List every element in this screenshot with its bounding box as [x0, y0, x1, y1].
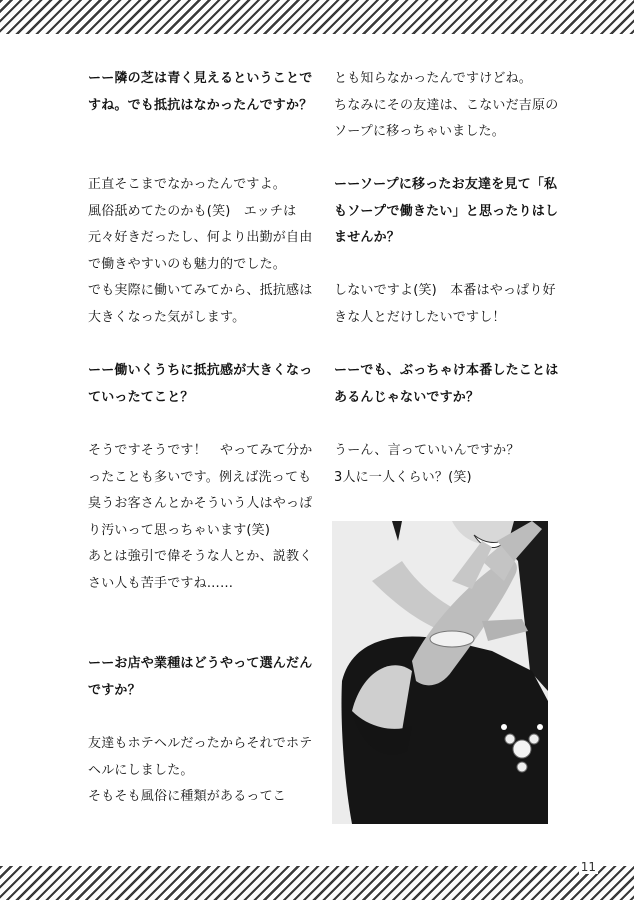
- left-text-column: [88, 66, 320, 811]
- page-number: 11: [580, 860, 596, 874]
- photo-illustration: [332, 521, 548, 824]
- interview-question: ーー隣の芝は青く見えるということですね。でも抵抗はなかったんですか？: [88, 71, 313, 113]
- interview-answer: 友達もホテヘルだったからそれでホテヘルにしました。 そもそも風俗に種類があるってこ: [88, 736, 313, 805]
- interview-answer: 正直そこまでなかったんですよ。 風俗舐めてたのかも(笑) エッチは元々好きだったし、何より出勤が自由で働きやすいのも魅力的でした。 でも実際に働いてみてから、抵抗感は大きくなった気がします。: [88, 177, 313, 325]
- top-stripe-border: [0, 0, 634, 34]
- interview-answer: うーん、言っていいんですか？ 3人に一人くらい？(笑): [334, 443, 520, 485]
- interview-question: ーーソープに移ったお友達を見て「私もソープで働きたい」と思ったりはしませんか？: [334, 177, 559, 246]
- interview-answer: とも知らなかったんですけどね。 ちなみにその友達は、こないだ吉原のソープに移っちゃいました。: [334, 71, 559, 140]
- interview-question: ーーお店や業種はどうやって選んだんですか？: [88, 656, 313, 698]
- portrait-photo: [332, 521, 548, 824]
- interview-question: ーーでも、ぶっちゃけ本番したことはあるんじゃないですか？: [334, 363, 559, 405]
- interview-answer: そうですそうです！ やってみて分かったことも多いです。例えば洗っても臭うお客さんとかそういう人はやっぱり汚いって思っちゃいます(笑) あとは強引で偉そうな人とか、説教くさい人も苦手ですね……: [88, 443, 313, 591]
- right-text-column: [334, 66, 566, 491]
- interview-question: ーー働いくうちに抵抗感が大きくなっていったてこと？: [88, 363, 313, 405]
- interview-answer: しないですよ(笑) 本番はやっぱり好きな人とだけしたいですし！: [334, 283, 556, 325]
- bottom-stripe-border: [0, 866, 634, 900]
